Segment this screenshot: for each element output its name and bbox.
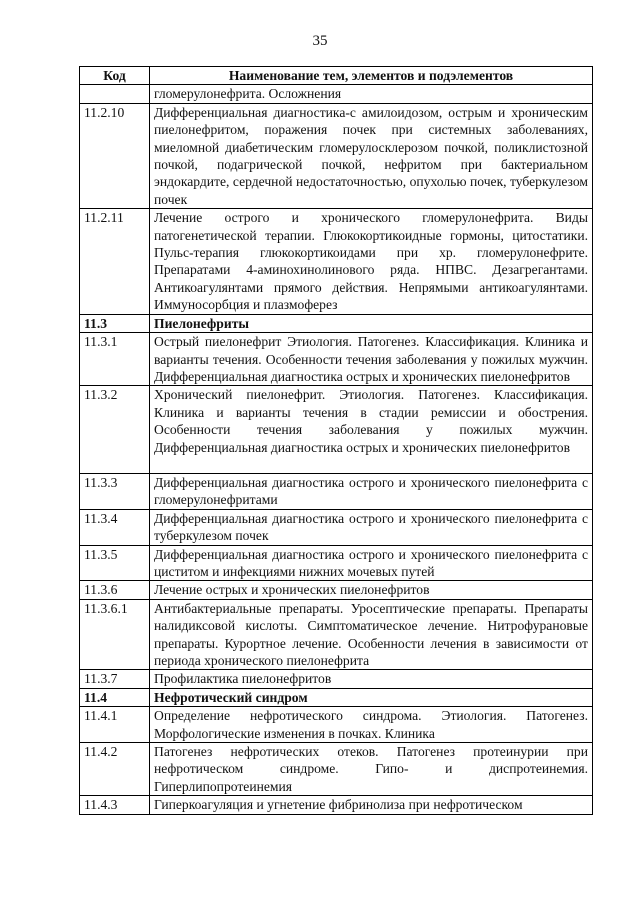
- row-code: 11.2.10: [80, 103, 150, 208]
- row-code: 11.4.2: [80, 743, 150, 796]
- row-text: Дифференциальная диагностика острого и хронического пиелонефрита с гломерулонефритами: [150, 473, 593, 509]
- row-code: 11.3.1: [80, 333, 150, 386]
- row-text: Дифференциальная диагностика острого и хронического пиелонефрита с туберкулезом почек: [150, 509, 593, 545]
- row-text: Дифференциальная диагностика острого и хронического пиелонефрита с циститом и инфекциями нижних мочевых путей: [150, 545, 593, 581]
- row-code: [80, 85, 150, 103]
- row-text: Пиелонефриты: [150, 314, 593, 332]
- row-code: 11.3: [80, 314, 150, 332]
- table-row: [80, 599, 593, 670]
- row-code: 11.3.5: [80, 545, 150, 581]
- table-row: [80, 473, 593, 509]
- row-code: 11.3.2: [80, 386, 150, 474]
- page-number: 35: [312, 33, 328, 49]
- table-row: [80, 670, 593, 688]
- row-code: 11.2.11: [80, 209, 150, 314]
- row-text: Профилактика пиелонефритов: [150, 670, 593, 688]
- row-text: Определение нефротического синдрома. Этиология. Патогенез. Морфологические изменения в почках. Клиника: [150, 707, 593, 743]
- row-code: 11.3.6: [80, 581, 150, 599]
- row-text: Нефротический синдром: [150, 688, 593, 706]
- table-row: [80, 314, 593, 332]
- row-text: гломерулонефрита. Осложнения: [150, 85, 593, 103]
- row-text: Патогенез нефротических отеков. Патогенез протеинурии при нефротическом синдроме. Гипо- и диспротеинемия. Гиперлипопротеинемия: [150, 743, 593, 796]
- row-text: Антибактериальные препараты. Уросептические препараты. Препараты налидиксовой кислоты. Симптоматическое лечение. Нитрофурановые препараты. Курортное лечение. Особенности лечения в зависимости от периода хронического пиелонефрита: [150, 599, 593, 670]
- table-row: [80, 743, 593, 796]
- table-row: [80, 509, 593, 545]
- row-text: Острый пиелонефрит Этиология. Патогенез. Классификация. Клиника и варианты течения. Особенности течения заболевания у пожилых мужчин. Дифференциальная диагностика острых и хронических пиелонефритов: [150, 333, 593, 386]
- row-code: 11.3.7: [80, 670, 150, 688]
- row-code: 11.4: [80, 688, 150, 706]
- topics-table: [79, 66, 593, 815]
- table-row: [80, 707, 593, 743]
- table-row: [80, 545, 593, 581]
- row-code: 11.3.6.1: [80, 599, 150, 670]
- row-code: 11.3.4: [80, 509, 150, 545]
- row-code: 11.3.3: [80, 473, 150, 509]
- row-text: Хронический пиелонефрит. Этиология. Патогенез. Классификация. Клиника и варианты течения в стадии ремиссии и обострения. Особенности течения заболевания у пожилых мужчин. Дифференциальная диагностика острых и хронических пиелонефритов: [150, 386, 593, 474]
- table-row: [80, 209, 593, 314]
- table-row: [80, 386, 593, 474]
- table-row: [80, 103, 593, 208]
- table-row: [80, 796, 593, 814]
- row-text: Лечение острого и хронического гломерулонефрита. Виды патогенетической терапии. Глюкокортикоидные гормоны, цитостатики. Пульс-терапия глюкокортикоидами при хр. гломерулонефрите. Препаратами 4-аминохинолинового ряда. НПВС. Дезагрегантами. Антикоагулянтами прямого действия. Непрямыми антикоагулянтами. Иммуносорбция и плазмоферез: [150, 209, 593, 314]
- row-code: 11.4.3: [80, 796, 150, 814]
- row-text: Дифференциальная диагностика-с амилоидозом, острым и хроническим пиелонефритом, поражения почек при системных заболеваниях, миеломной диабетическим гломерулосклерозом почкой, поликлистозной почкой, подагрической почкой, нефритом при бактериальном эндокардите, сердечной недостаточностью, опухолью почек, туберкулезом почек: [150, 103, 593, 208]
- table-row: [80, 581, 593, 599]
- table-row: [80, 688, 593, 706]
- row-code: 11.4.1: [80, 707, 150, 743]
- table-header-row: [80, 67, 593, 85]
- row-text: Лечение острых и хронических пиелонефритов: [150, 581, 593, 599]
- header-code: Код: [80, 67, 150, 85]
- row-text: Гиперкоагуляция и угнетение фибринолиза при нефротическом: [150, 796, 593, 814]
- header-name: Наименование тем, элементов и подэлементов: [150, 67, 593, 85]
- table-row: [80, 333, 593, 386]
- table-row: [80, 85, 593, 103]
